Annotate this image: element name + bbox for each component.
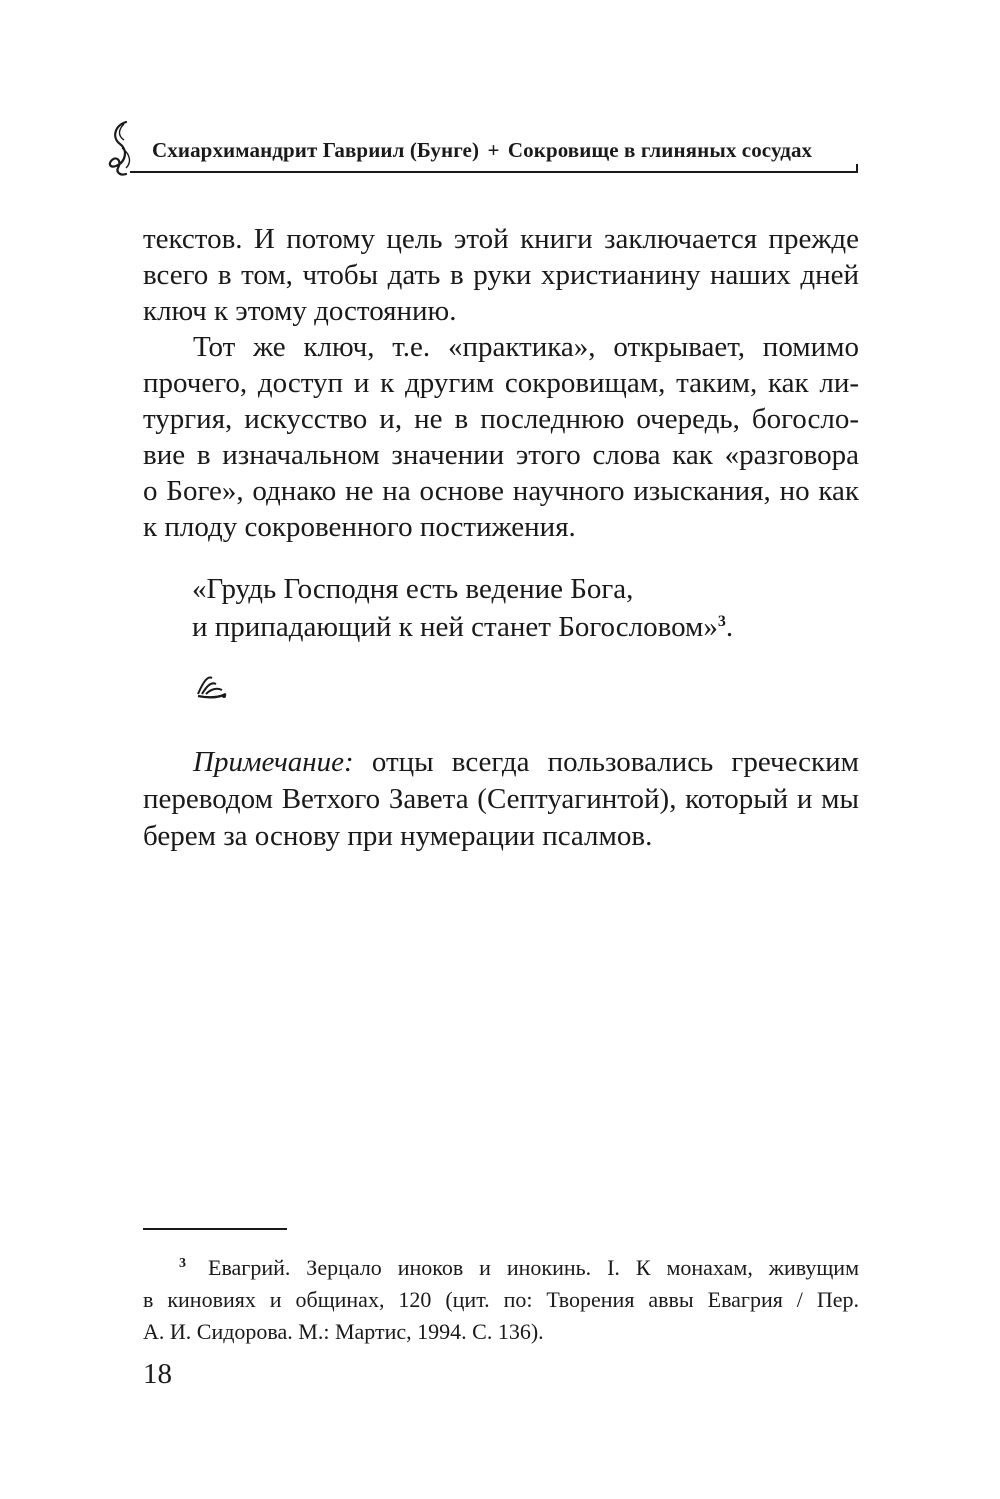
- quote-line-end: .: [725, 611, 734, 643]
- note-line: берем за основу при нумерации псалмов.: [143, 820, 653, 852]
- text-line: вие в изначальном значении этого слова как «разговора: [143, 439, 859, 471]
- text-line: прочего, доступ и к другим сокровищам, таким, как ли-: [143, 367, 859, 399]
- floral-flourish-icon: [194, 672, 230, 702]
- running-header: [152, 136, 858, 164]
- footnote-line: А. И. Сидорова. М.: Мартис, 1994. С. 136).: [143, 1319, 544, 1344]
- footnote-line: [143, 1252, 859, 1284]
- text-line: всего в том, чтобы дать в руки христианину наших дней: [143, 259, 859, 291]
- page-number: 18: [143, 1358, 172, 1390]
- text-line: ключ к этому достоянию.: [143, 295, 457, 327]
- footnote-reference[interactable]: 3: [717, 613, 726, 630]
- text-line: о Боге», однако не на основе научного изыскания, но как: [143, 475, 859, 507]
- note-line: переводом Ветхого Завета (Септуагинтой), который и мы: [143, 783, 859, 815]
- quote-line: [192, 608, 852, 646]
- note-line-text: отцы всегда пользовались греческим: [353, 746, 859, 778]
- text-line: Тот же ключ, т.е. «практика», открывает, помимо: [193, 331, 859, 363]
- note-label: Примечание:: [193, 746, 354, 778]
- header-title: Сокровище в глиняных сосудах: [507, 138, 813, 162]
- paragraph-1: [143, 221, 859, 329]
- header-rule-end: [856, 164, 858, 173]
- footnote-line: в киновиях и общинах, 120 (цит. по: Творения аввы Евагрия / Пер.: [143, 1287, 859, 1312]
- note-line: [143, 744, 859, 781]
- text-line: текстов. И потому цель этой книги заключается прежде: [143, 223, 859, 255]
- note-paragraph: [143, 744, 859, 855]
- header-rule: [130, 171, 858, 173]
- footnote-line-text: Евагрий. Зерцало иноков и инокинь. I. К монахам, живущим: [208, 1255, 859, 1280]
- text-line: к плоду сокровенного постижения.: [143, 511, 576, 543]
- quotation: [192, 570, 852, 646]
- footnote-rule: [143, 1228, 287, 1230]
- quote-line-text: и припадающий к ней станет Богословом»: [192, 611, 718, 643]
- header-author: Схиархимандрит Гавриил (Бунге): [152, 138, 480, 162]
- body-text: [143, 221, 859, 545]
- text-line: тургия, искусство и, не в последнюю очередь, богосло-: [143, 403, 859, 435]
- quote-line: «Грудь Господня есть ведение Бога,: [192, 573, 634, 605]
- paragraph-2: [143, 329, 859, 545]
- calligraphic-flourish-icon: [104, 118, 140, 178]
- footnote-mark: 3: [179, 1256, 186, 1271]
- footnote: [143, 1252, 859, 1348]
- header-separator: +: [487, 138, 500, 162]
